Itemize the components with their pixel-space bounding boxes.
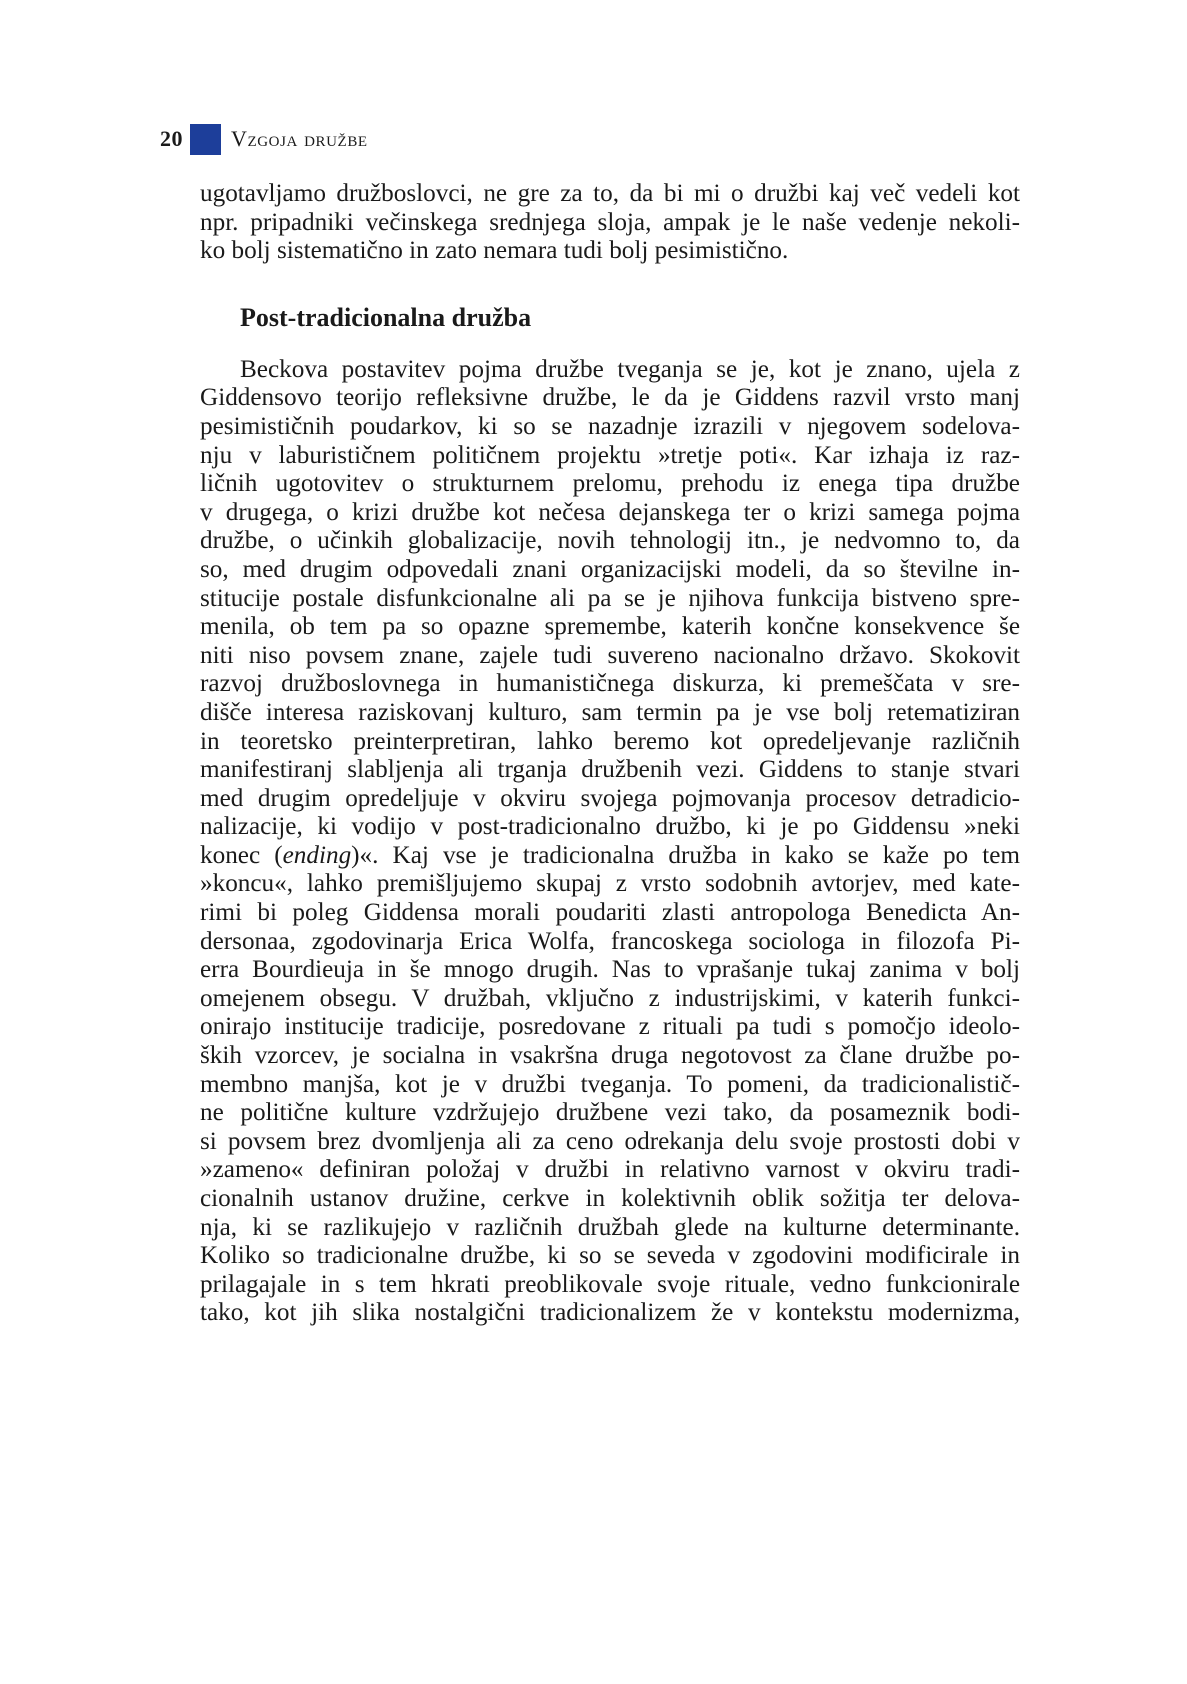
text-line: npr. pripadniki večinskega srednjega sloja, ampak je le naše vedenje nekoli-: [200, 208, 1020, 236]
text-line: dersonaa, zgodovinarja Erica Wolfa, francoskega sociologa in filozofa Pi-: [200, 927, 1020, 955]
text-line: »koncu«, lahko premišljujemo skupaj z vrsto sodobnih avtorjev, med kate-: [200, 870, 1020, 898]
text-line: Beckova postavitev pojma družbe tveganja se je, kot je znano, ujela z: [240, 355, 1020, 383]
italic-term: ending: [282, 841, 352, 869]
text-line: niti niso povsem znane, zajele tudi suvereno nacionalno državo. Skokovit: [200, 641, 1020, 669]
text-line: erra Bourdieuja in še mnogo drugih. Nas to vprašanje tukaj zanima v bolj: [200, 956, 1020, 984]
text-line: rimi bi poleg Giddensa morali poudariti zlasti antropologa Benedicta An-: [200, 899, 1020, 927]
paragraph-2: [200, 356, 1020, 1328]
section-heading: Post-tradicionalna družba: [240, 302, 532, 332]
text-line: membno manjša, kot je v družbi tveganja. To pomeni, da tradicionalistič-: [200, 1070, 1020, 1098]
text-line: »zameno« definiran položaj v družbi in relativno varnost v okviru tradi-: [200, 1156, 1020, 1184]
paragraph-1: [200, 180, 1020, 266]
text-line: ne politične kulture vzdržujejo družbene vezi tako, da posameznik bodi-: [200, 1099, 1020, 1127]
text-line: nalizacije, ki vodijo v post-tradicionalno družbo, ki je po Giddensu »neki: [200, 813, 1020, 841]
text-line: nja, ki se razlikujejo v različnih družbah glede na kulturne determinante.: [200, 1213, 1020, 1241]
running-head-title: Vzgoja družbe: [231, 126, 368, 151]
text-line: tako, kot jih slika nostalgični tradicionalizem že v kontekstu modernizma,: [200, 1299, 1020, 1327]
text-line: stitucije postale disfunkcionalne ali pa se je njihova funkcija bistveno spre-: [200, 584, 1020, 612]
text-line: so, med drugim odpovedali znani organizacijski modeli, da so številne in-: [200, 555, 1020, 583]
text-line: menila, ob tem pa so opazne spremembe, katerih končne konsekvence še: [200, 613, 1020, 641]
text-line: ugotavljamo družboslovci, ne gre za to, da bi mi o družbi kaj več vedeli kot: [200, 180, 1020, 207]
page-number: 20: [160, 126, 183, 151]
page-header: [160, 124, 368, 154]
text-line: onirajo institucije tradicije, posredovane z rituali pa tudi s pomočjo ideolo-: [200, 1013, 1020, 1041]
header-square-marker: [190, 124, 221, 155]
text-line: nju v laburističnem političnem projektu »tretje poti«. Kar izhaja iz raz-: [200, 441, 1020, 469]
text-line: si povsem brez dvomljenja ali za ceno odrekanja delu svoje prostosti dobi v: [200, 1127, 1020, 1155]
text-line: Koliko so tradicionalne družbe, ki so se seveda v zgodovini modificirale in: [200, 1242, 1020, 1270]
text-line: med drugim opredeljuje v okviru svojega pojmovanja procesov detradicio-: [200, 784, 1020, 812]
text-line: ko bolj sistematično in zato nemara tudi bolj pesimistično.: [200, 237, 789, 265]
text-line: omejenem obsegu. V družbah, vključno z industrijskimi, v katerih funkci-: [200, 984, 1020, 1012]
text-line: konec (ending)«. Kaj vse je tradicionalna družba in kako se kaže po tem: [200, 841, 1020, 869]
text-line: razvoj družboslovnega in humanističnega diskurza, ki premeščata v sre-: [200, 670, 1020, 698]
text-line: dišče interesa raziskovanj kulturo, sam termin pa je vse bolj retematiziran: [200, 698, 1020, 726]
text-line: ških vzorcev, je socialna in vsakršna druga negotovost za člane družbe po-: [200, 1042, 1020, 1070]
text-line: ličnih ugotovitev o strukturnem prelomu, prehodu iz enega tipa družbe: [200, 470, 1020, 498]
text-line: Giddensovo teorijo refleksivne družbe, le da je Giddens razvil vrsto manj: [200, 384, 1020, 412]
body-text: [200, 180, 1020, 1328]
text-line: cionalnih ustanov družine, cerkve in kolektivnih oblik sožitja ter delova-: [200, 1185, 1020, 1212]
text-line: pesimističnih poudarkov, ki so se nazadnje izrazili v njegovem sodelova-: [200, 412, 1020, 440]
text-line: družbe, o učinkih globalizacije, novih tehnologij itn., je nedvomno to, da: [200, 527, 1020, 555]
text-line: manifestiranj slabljenja ali trganja družbenih vezi. Giddens to stanje stvari: [200, 756, 1020, 784]
text-line: in teoretsko preinterpretiran, lahko beremo kot opredeljevanje različnih: [200, 727, 1020, 755]
text-line: v drugega, o krizi družbe kot nečesa dejanskega ter o krizi samega pojma: [200, 498, 1020, 526]
text-line: prilagajale in s tem hkrati preoblikovale svoje rituale, vedno funkcionirale: [200, 1270, 1020, 1298]
